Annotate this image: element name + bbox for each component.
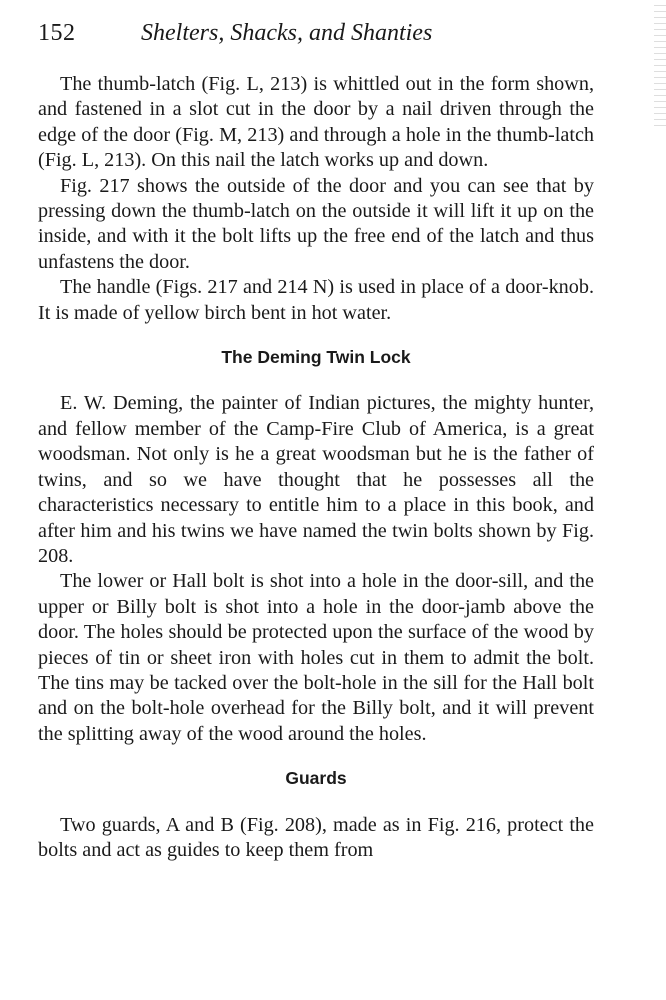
paragraph: The thumb-latch (Fig. L, 213) is whittled out in the form shown, and fastened in a slot cut in the door by a nail driven through the edge of the door (Fig. M, 213) and through a hole in the thumb-latch (Fig. L, 213). On this nail the latch works up and down. xyxy=(38,73,594,172)
section-heading-deming-twin-lock: The Deming Twin Lock xyxy=(221,347,411,368)
paragraph: The handle (Figs. 217 and 214 N) is used in place of a door-knob. It is made of yellow birch bent in hot water. xyxy=(38,276,594,324)
section-heading-guards: Guards xyxy=(285,768,347,789)
body-text xyxy=(38,72,594,863)
paragraph: E. W. Deming, the painter of Indian pictures, the mighty hunter, and fellow member of the Camp-Fire Club of America, is a great woodsman. Not only is he a great woodsman but he is the father of twins, and so we have thought that he possesses all the characteristics necessary to entitle him to a place in this book, and after him and his twins we have named the twin bolts shown by Fig. 208. xyxy=(38,392,594,567)
paragraph: Fig. 217 shows the outside of the door and you can see that by pressing down the thumb-latch on the outside it will lift it up on the inside, and with it the bolt lifts up the free end of the latch and thus unfastens the door. xyxy=(38,174,594,273)
page-header xyxy=(38,14,598,54)
running-title: Shelters, Shacks, and Shanties xyxy=(141,20,433,46)
page-number: 152 xyxy=(38,20,76,46)
paragraph: Two guards, A and B (Fig. 208), made as in Fig. 216, protect the bolts and act as guides to keep them from xyxy=(38,813,594,861)
paragraph: The lower or Hall bolt is shot into a hole in the door-sill, and the upper or Billy bolt is shot into a hole in the door-jamb above the door. The holes should be protected upon the surface of the wood by pieces of tin or sheet iron with holes cut in them to admit the bolt. The tins may be tacked over the bolt-hole in the sill for the Hall bolt and on the bolt-hole overhead for the Billy bolt, and it will prevent the splitting away of the wood around the holes. xyxy=(38,570,594,745)
margin-speckle xyxy=(654,0,666,130)
